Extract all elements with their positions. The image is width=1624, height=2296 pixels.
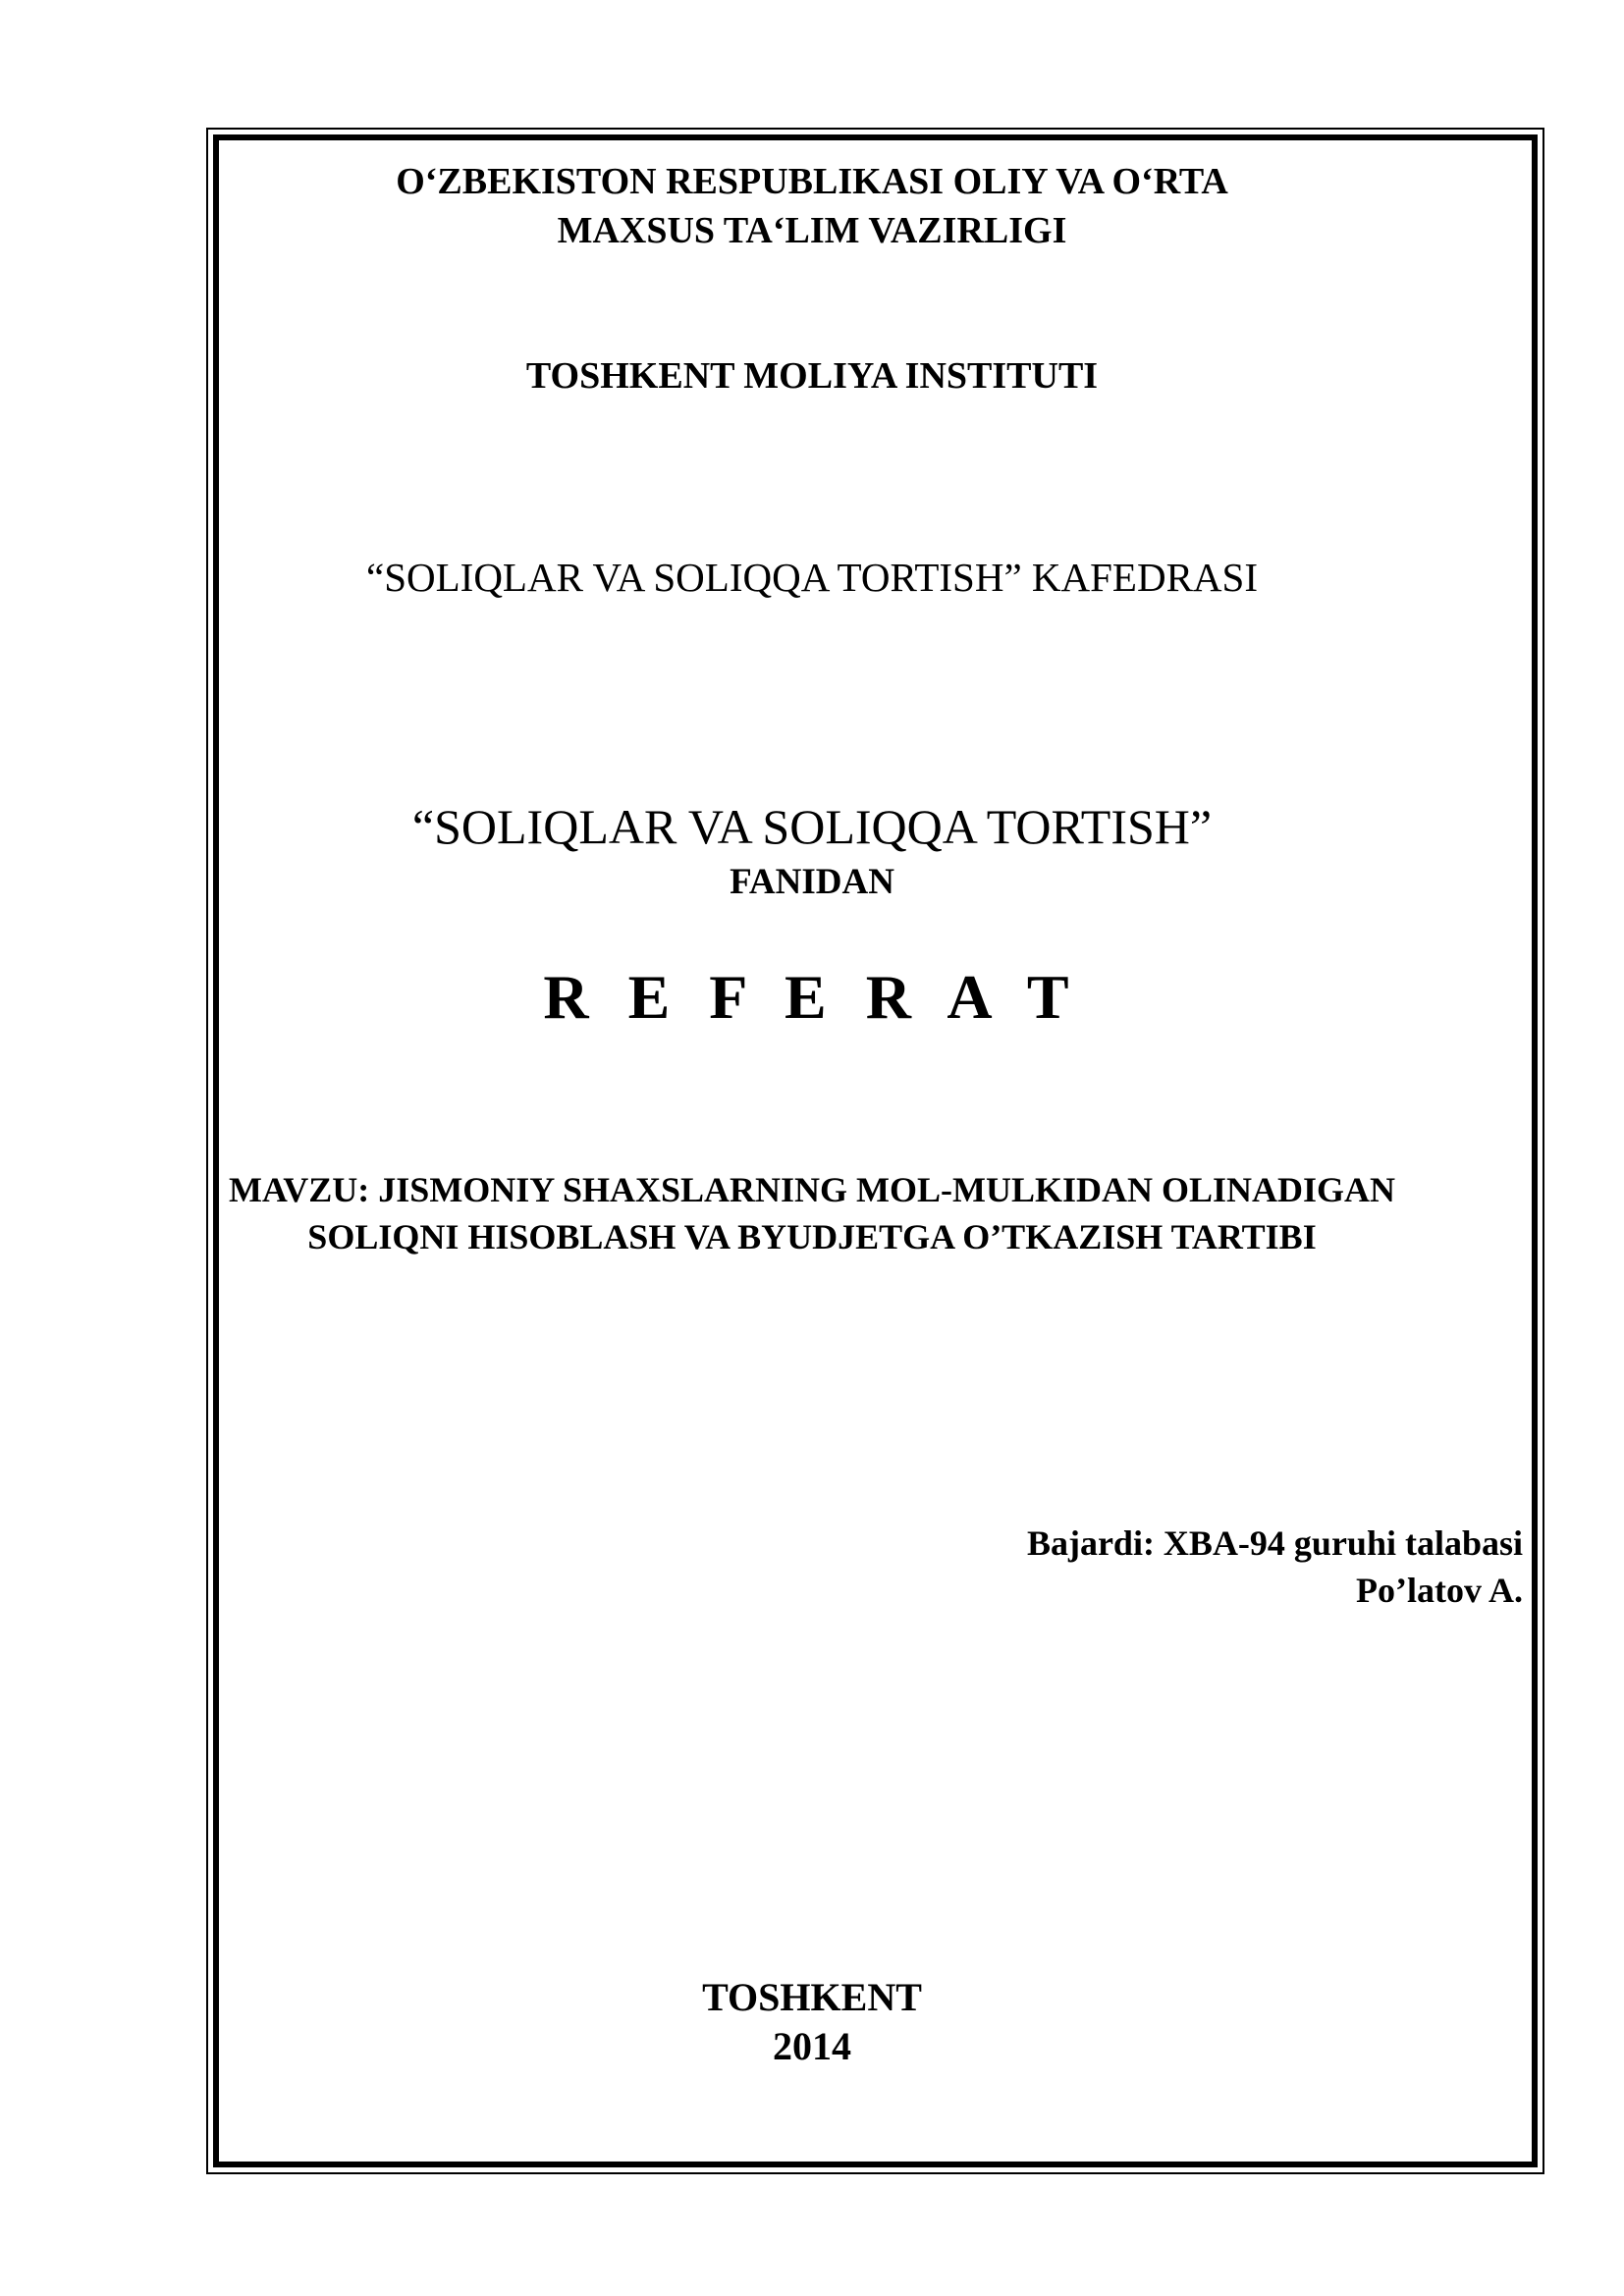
author-block: [1027, 1520, 1523, 1614]
page-border-inner: [213, 134, 1538, 2167]
place-name: TOSHKENT: [702, 1975, 922, 2019]
subject-title: “SOLIQLAR VA SOLIQQA TORTISH”: [411, 799, 1213, 854]
author-line-1: Bajardi: XBA-94 guruhi talabasi: [1026, 1523, 1523, 1563]
document-type-title: R E F E R A T: [543, 962, 1081, 1032]
topic-block: [0, 1166, 1624, 1260]
page-border-outer: [206, 128, 1544, 2174]
department-name: “SOLIQLAR VA SOLIQQA TORTISH” KAFEDRASI: [366, 555, 1258, 600]
ministry-heading: [0, 157, 1624, 255]
institute-name: TOSHKENT MOLIYA INSTITUTI: [525, 355, 1099, 397]
year: 2014: [773, 2024, 851, 2068]
topic-line-2: SOLIQNI HISOBLASH VA BYUDJETGA O’TKAZISH TARTIBI: [307, 1217, 1317, 1256]
subject-suffix: FANIDAN: [730, 862, 894, 902]
topic-line-1: MAVZU: JISMONIY SHAXSLARNING MOL-MULKIDAN OLINADIGAN: [228, 1170, 1396, 1209]
author-line-2: Po’latov A.: [1356, 1571, 1523, 1610]
ministry-line-1: O‘ZBEKISTON RESPUBLIKASI OLIY VA O‘RTA: [396, 161, 1228, 202]
ministry-line-2: MAXSUS TA‘LIM VAZIRLIGI: [557, 210, 1067, 251]
